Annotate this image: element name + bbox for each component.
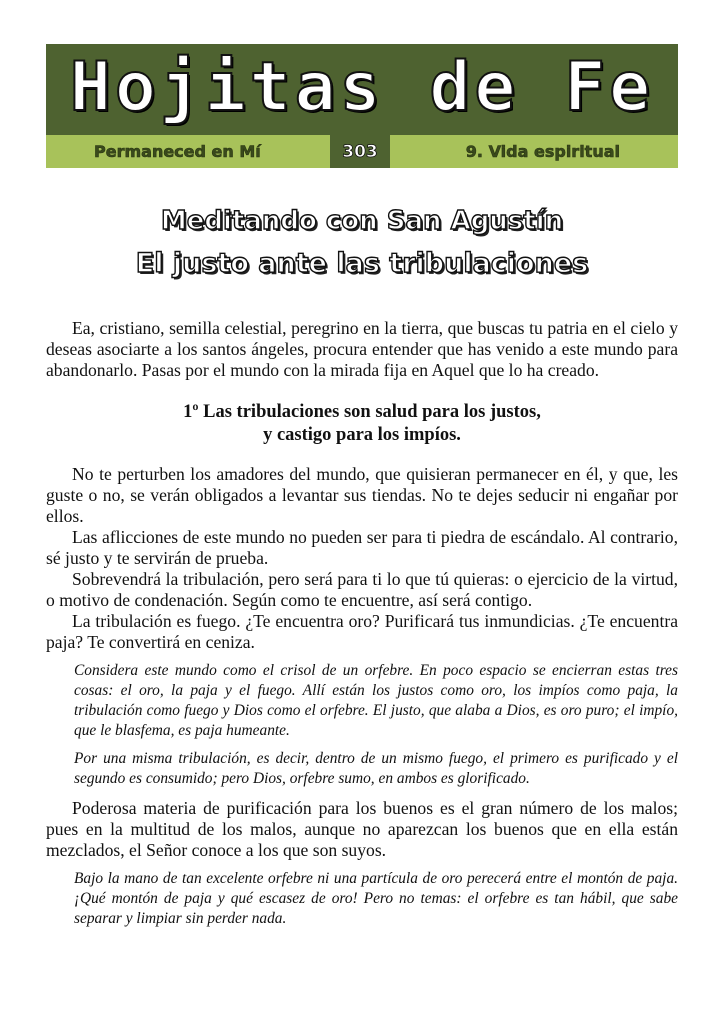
issue-number: 303 xyxy=(330,135,390,168)
paragraph-3: Sobrevendrá la tribulación, pero será para ti lo que tú quieras: o ejercicio de la virtud, o motivo de condenación. Según como te encuentre, así será contigo. xyxy=(46,569,678,610)
paragraph-1: No te perturben los amadores del mundo, que quisieran permanecer en él, y que, les guste o no, se verán obligados a levantar sus tiendas. No te dejes seducir ni engañar por ellos. xyxy=(46,464,678,526)
masthead-banner xyxy=(46,44,678,135)
quote-2: Por una misma tribulación, es decir, dentro de un mismo fuego, el primero es purificado y el segundo es consumido; pero Dios, orfebre sumo, en ambos es glorificado. xyxy=(74,750,678,787)
masthead xyxy=(46,44,678,168)
paragraph-2: Las aflicciones de este mundo no pueden ser para ti piedra de escándalo. Al contrario, sé justo y te servirán de prueba. xyxy=(46,527,678,568)
publication-title: Hojitas de Fe xyxy=(69,47,655,127)
section-title xyxy=(46,401,678,447)
article-heading-line2: El justo ante las tribulaciones xyxy=(135,248,589,279)
section-title-line2: y castigo para los impíos. xyxy=(263,425,461,445)
masthead-subbar xyxy=(46,135,678,168)
series-label: Permaneced en Mí xyxy=(94,142,261,161)
quote-1: Considera este mundo como el crisol de un orfebre. En poco espacio se encierran estas tres cosas: el oro, la paja y el fuego. Allí están los justos como oro, los impíos como paja, la tribulación como fuego y Dios como el orfebre. El justo, que alaba a Dios, es oro puro; el impío, que le blasfema, es paja humeante. xyxy=(74,662,678,739)
section-title-line1: 1º Las tribulaciones son salud para los justos, xyxy=(183,402,541,422)
quote-3: Bajo la mano de tan excelente orfebre ni una partícula de oro perecerá entre el montón de paja. ¡Qué montón de paja y qué escasez de oro! Pero no temas: el orfebre es tan hábil, que sabe separar y limpiar sin perder nada. xyxy=(74,870,678,927)
article-heading-line1: Meditando con San Agustín xyxy=(160,206,564,236)
intro-paragraph: Ea, cristiano, semilla celestial, peregrino en la tierra, que buscas tu patria en el cielo y deseas asociarte a los santos ángeles, procura entender que has venido a este mundo para abandonarlo. Pasas por el mundo con la mirada fija en Aquel que lo ha creado. xyxy=(46,318,678,380)
paragraph-4: La tribulación es fuego. ¿Te encuentra oro? Purificará tus inmundicias. ¿Te encuentra paja? Te convertirá en ceniza. xyxy=(46,611,678,652)
article-body xyxy=(46,318,678,929)
paragraph-5: Poderosa materia de purificación para los buenos es el gran número de los malos; pues en la multitud de los malos, aunque no aparezcan los buenos que en ella están mezclados, el Señor conoce a los que son suyos. xyxy=(46,798,678,860)
section-label: 9. Vida espiritual xyxy=(465,142,620,161)
